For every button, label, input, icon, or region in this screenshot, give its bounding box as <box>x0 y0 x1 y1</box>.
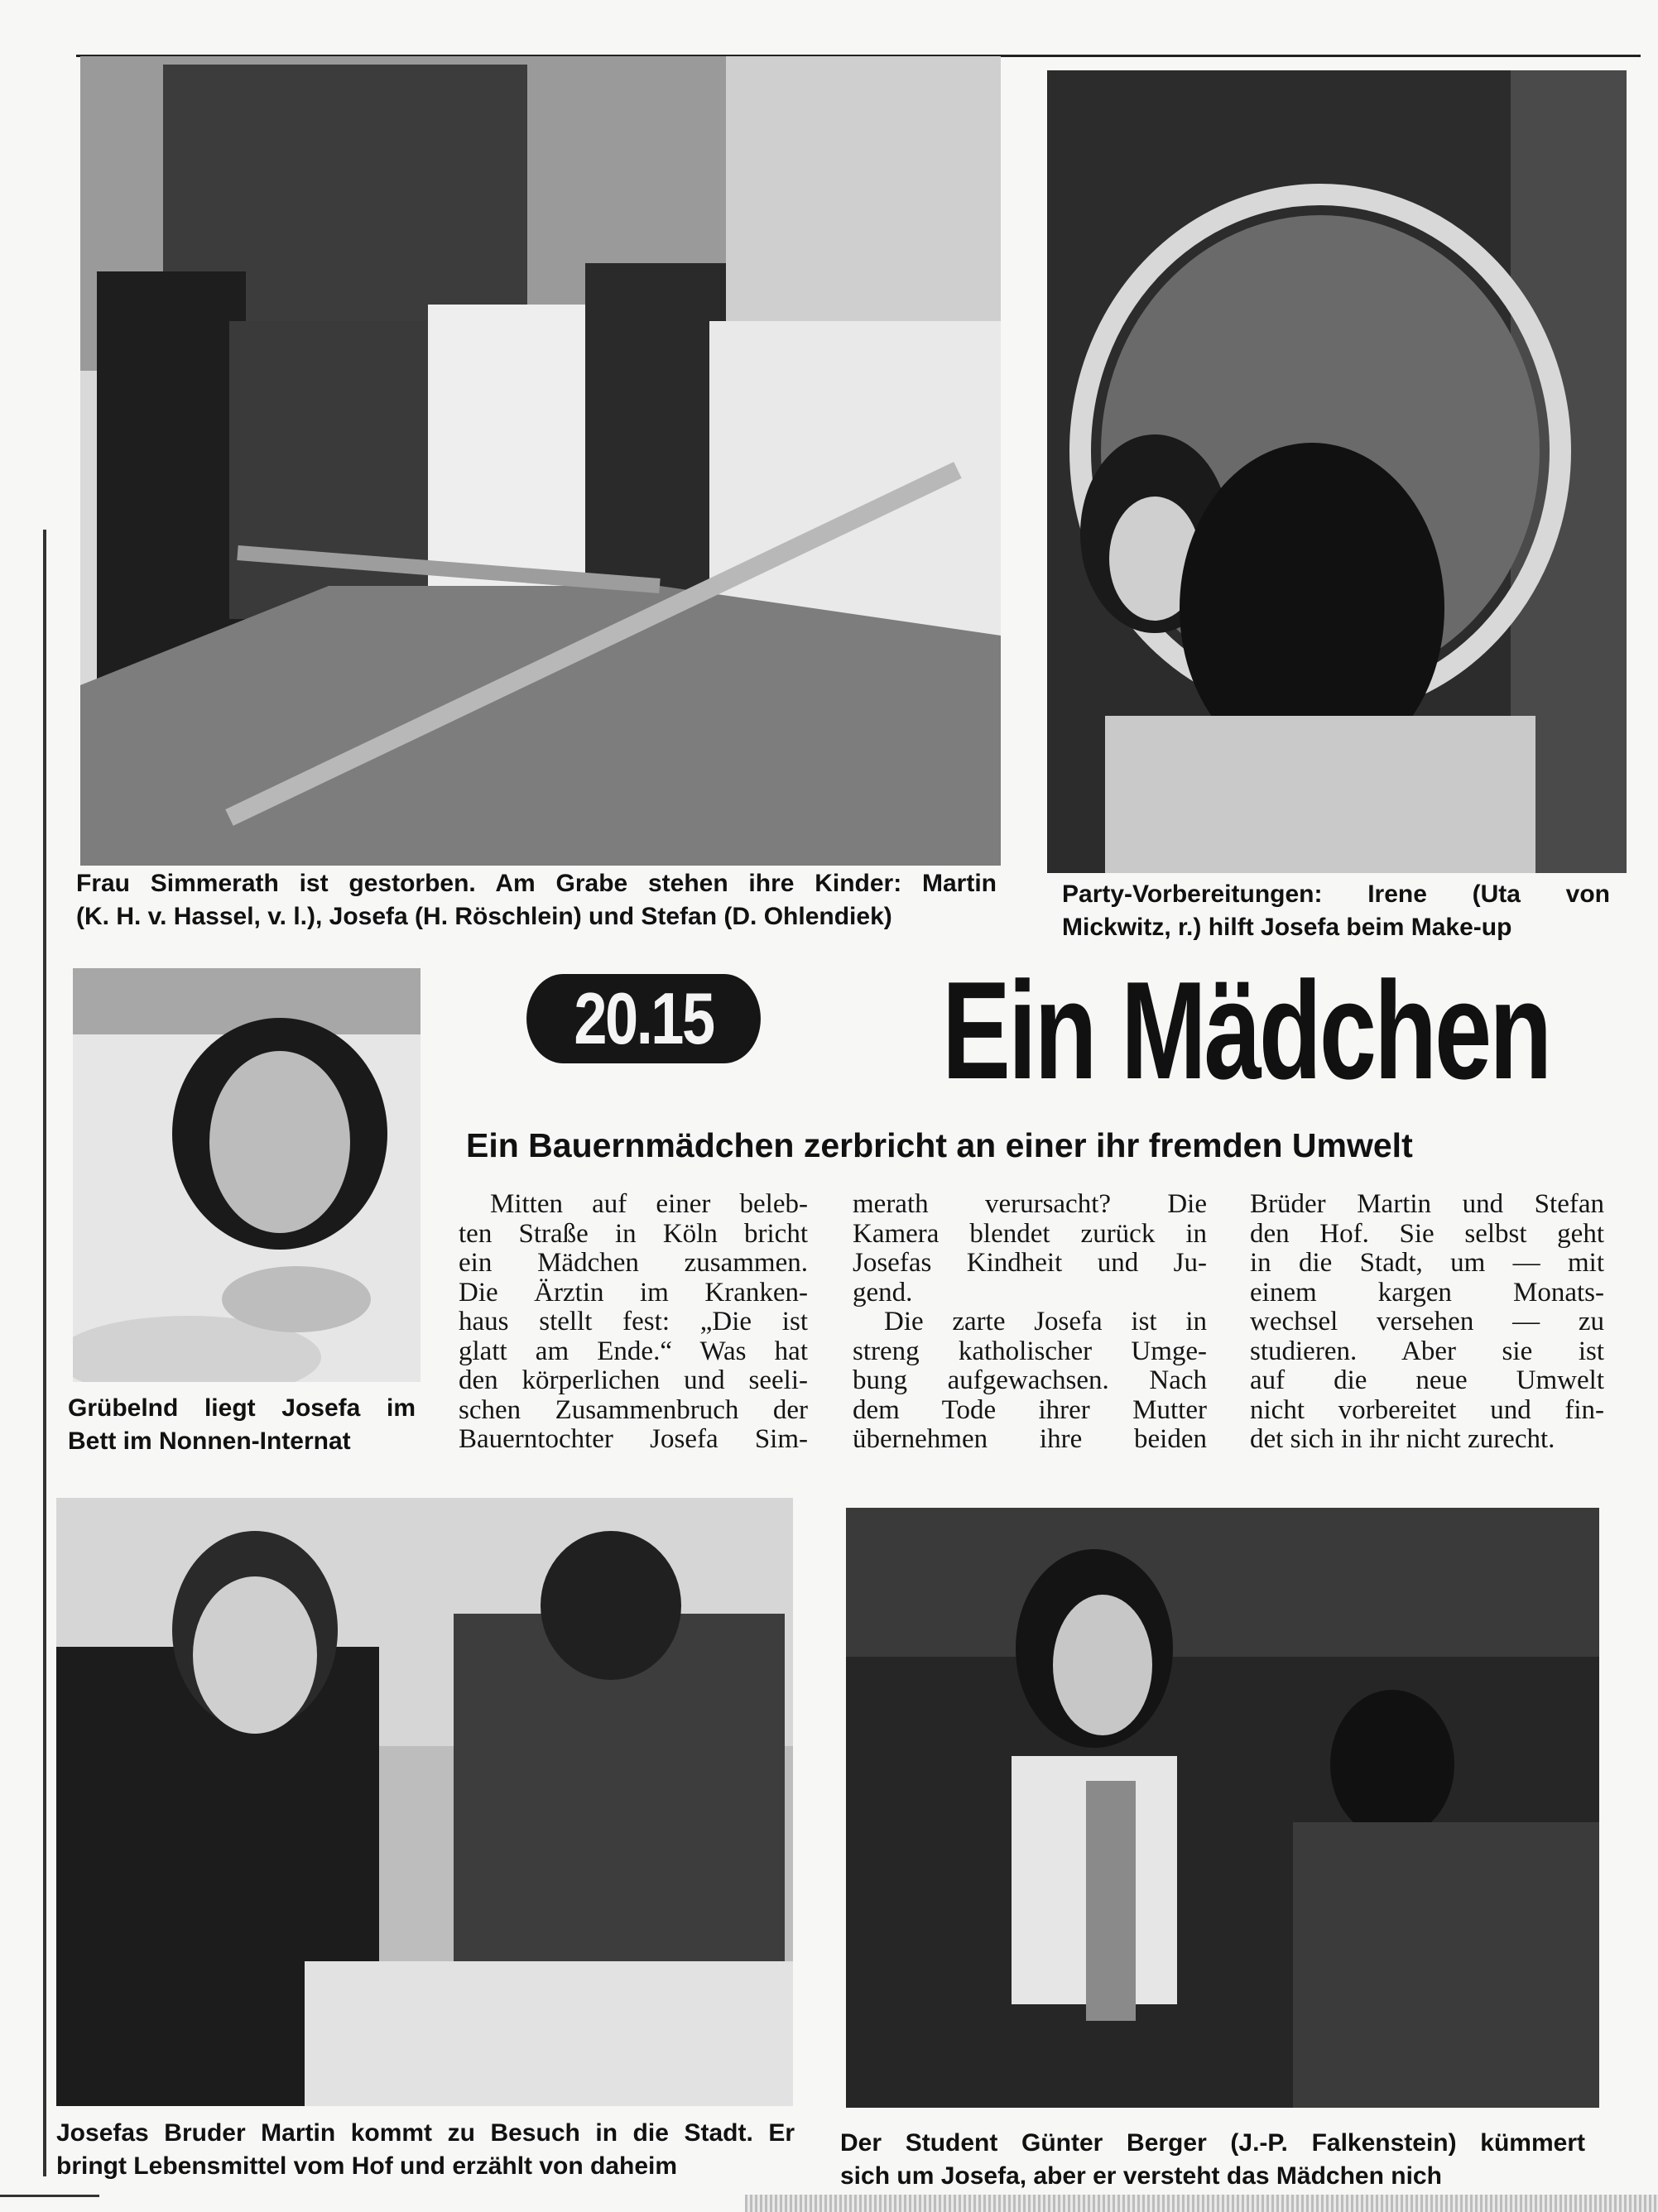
caption-bed: Grübelnd liegt Josefa im Bett im Nonnen-Internat <box>68 1394 416 1455</box>
caption-mirror: Party-Vorbereitungen: Irene (Uta von Mickwitz, r.) hilft Josefa beim Make-up <box>1062 880 1610 941</box>
article-column-2: merath verursacht? Die Kamera blendet zurück in Josefas Kindheit und Ju- gend. Die zarte Josefa ist in streng katholischer Umge- bung aufgewachsen. Nach dem Tode ihrer Mutter übernehmen ihre beiden <box>853 1189 1207 1454</box>
article-column-3: Brüder Martin und Stefan den Hof. Sie selbst geht in die Stadt, um — mit einem kargen Monats- wechsel versehen — zu studieren. Aber sie ist auf die neue Umwelt nicht vorbereitet und fin- det sich in ihr nicht zurecht. <box>1250 1189 1604 1454</box>
brother-illustration <box>56 1498 793 2106</box>
caption-brother: Josefas Bruder Martin kommt zu Besuch in die Stadt. Er bringt Lebensmittel vom Hof und erzählt von daheim <box>56 2119 795 2180</box>
photo-mirror <box>1047 70 1627 873</box>
bottom-rule <box>0 2195 99 2197</box>
funeral-illustration <box>80 56 1001 866</box>
broadcast-time-badge: 20.15 <box>526 974 761 1063</box>
photo-funeral <box>80 56 1001 866</box>
article-subtitle: Ein Bauernmädchen zerbricht an einer ihr fremden Umwelt <box>466 1126 1413 1164</box>
photo-brother <box>56 1498 793 2106</box>
mirror-illustration <box>1047 70 1627 873</box>
left-rule <box>43 530 46 2176</box>
photo-student <box>846 1508 1599 2108</box>
article-title: Ein Mädchen <box>942 952 1550 1108</box>
article-column-1: Mitten auf einer beleb- ten Straße in Köln bricht ein Mädchen zusammen. Die Ärztin im Kranken- haus stellt fest: „Die ist glatt am Ende.“ Was hat den körperlichen und seeli- schen Zusammenbruch der Bauerntochter Josefa Sim- <box>459 1189 808 1454</box>
caption-funeral: Frau Simmerath ist gestorben. Am Grabe stehen ihre Kinder: Martin (K. H. v. Hassel, v. l.), Josefa (H. Röschlein) und Stefan (D. Ohlendiek) <box>76 870 997 930</box>
bed-illustration <box>73 968 421 1382</box>
student-illustration <box>846 1508 1599 2108</box>
photo-bed <box>73 968 421 1382</box>
caption-student: Der Student Günter Berger (J.-P. Falkenstein) kümmert sich um Josefa, aber er versteht das Mädchen nich <box>840 2129 1585 2190</box>
bottom-halftone-strip <box>745 2195 1658 2212</box>
